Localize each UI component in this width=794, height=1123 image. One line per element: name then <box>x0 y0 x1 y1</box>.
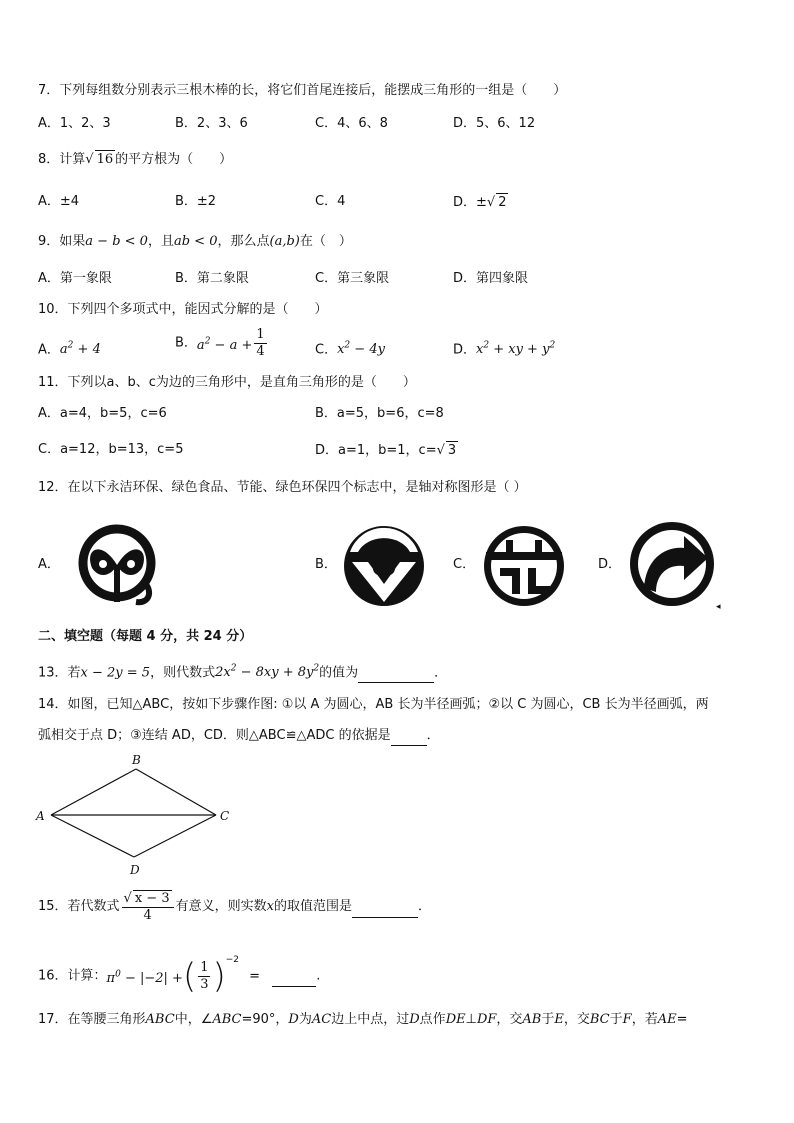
q9-option-c: C．第三象限 <box>315 271 390 286</box>
q13-stem: 13．若x − 2y = 5，则代数式$2x^2 - 8xy + 8y^2$的值为 ． <box>38 660 447 683</box>
recycle-arrow-logo-icon <box>626 518 718 610</box>
q8-option-c: C．4 <box>315 194 346 209</box>
q11-stem: 11．下列以a、b、c为边的三角形中，是直角三角形的是（ ） <box>38 375 416 390</box>
green-food-logo-icon <box>340 522 428 610</box>
q15-answer-blank <box>352 897 418 918</box>
q8-radicand: 16 <box>96 152 114 167</box>
q11-option-b: B．a=5，b=6，c=8 <box>315 406 444 421</box>
eco-logo-icon <box>72 520 162 610</box>
q12-option-a-label: A． <box>38 557 60 572</box>
q11-option-a: A．a=4，b=5，c=6 <box>38 406 167 421</box>
q10-option-d: D．$x^2$ + xy + $y^2$ <box>453 341 556 358</box>
q10-stem: 10．下列四个多项式中，能因式分解的是（ ） <box>38 302 328 317</box>
q8-stem: 8．计算√ 16 的平方根为（ ） <box>38 152 233 167</box>
q10-option-b: B．$a^2 - a$ + $\frac{1}{4}$ <box>175 327 265 359</box>
segment-bc <box>136 769 216 815</box>
q12-option-d-label: D． <box>598 557 622 572</box>
q16-stem: 16．计算：$\pi^0 - |-2|$ +( $\frac{1}{3}$ )$^{-2}$ = . <box>38 955 321 997</box>
energy-saving-logo-icon <box>480 522 568 610</box>
q7-option-d: D．5、6、12 <box>453 116 536 131</box>
vertex-a-label: A <box>36 809 45 823</box>
q7-stem: 7．下列每组数分别表示三根木棒的长，将它们首尾连接后，能摆成三角形的一组是（ ） <box>38 83 567 98</box>
q11-option-c: C．a=12，b=13，c=5 <box>38 442 184 457</box>
q14-line1: 14．如图，已知△ABC，按如下步骤作图: ①以 A 为圆心，AB 长为半径画弧；②以 C 为圆心，CB 长为半径画弧，两 <box>38 697 709 712</box>
q14-answer-blank <box>391 727 427 746</box>
q8-option-a: A．±4 <box>38 194 80 209</box>
q7-option-c: C．4、6、8 <box>315 116 388 131</box>
q12-stem: 12．在以下永洁环保、绿色食品、节能、绿色环保四个标志中，是轴对称图形是（ ） <box>38 480 527 495</box>
q9-stem: 9．如果a − b < 0，且ab < 0，那么点(a,b)在（ ） <box>38 234 352 249</box>
q7-option-b: B．2、3、6 <box>175 116 248 131</box>
q12-option-b-label: B． <box>315 557 337 572</box>
q8-option-d: D．±√ 2 <box>453 195 507 210</box>
q15-stem: 15．若代数式 $\frac{√ x - 3}{4}$ 有意义，则实数x的取值范围是 ． <box>38 891 431 923</box>
rhombus-figure <box>34 750 244 878</box>
q14-line2: 弧相交于点 D；③连结 AD，CD．则△ABC≌△ADC 的依据是 ． <box>38 727 440 746</box>
q9-option-b: B．第二象限 <box>175 271 249 286</box>
vertex-b-label: B <box>132 753 141 767</box>
q10-option-c: C．$x^2 - 4y$ <box>315 341 385 358</box>
q10-option-a: A．$a^2 + 4$ <box>38 341 101 358</box>
page-mark-icon: ◂ <box>716 602 721 612</box>
q11-option-d: D．a=1，b=1，c=√ 3 <box>315 443 457 458</box>
q7-option-a: A．1、2、3 <box>38 116 111 131</box>
segment-ad <box>51 815 134 857</box>
segment-ab <box>51 769 136 815</box>
q12-option-c-label: C． <box>453 557 476 572</box>
vertex-c-label: C <box>220 809 230 823</box>
section-title: 二、填空题（每题 4 分，共 24 分） <box>38 629 253 644</box>
q13-answer-blank <box>358 664 434 683</box>
q17-stem: 17．在等腰三角形ABC中，∠ABC=90°，D为AC边上中点，过D点作DE⊥DF，交AB于E，交BC于F，若AE= <box>38 1012 688 1027</box>
q9-option-a: A．第一象限 <box>38 271 112 286</box>
q16-answer-blank <box>272 966 316 987</box>
vertex-d-label: D <box>130 863 140 877</box>
segment-dc <box>134 815 216 857</box>
q9-option-d: D．第四象限 <box>453 271 529 286</box>
q8-option-b: B．±2 <box>175 194 217 209</box>
